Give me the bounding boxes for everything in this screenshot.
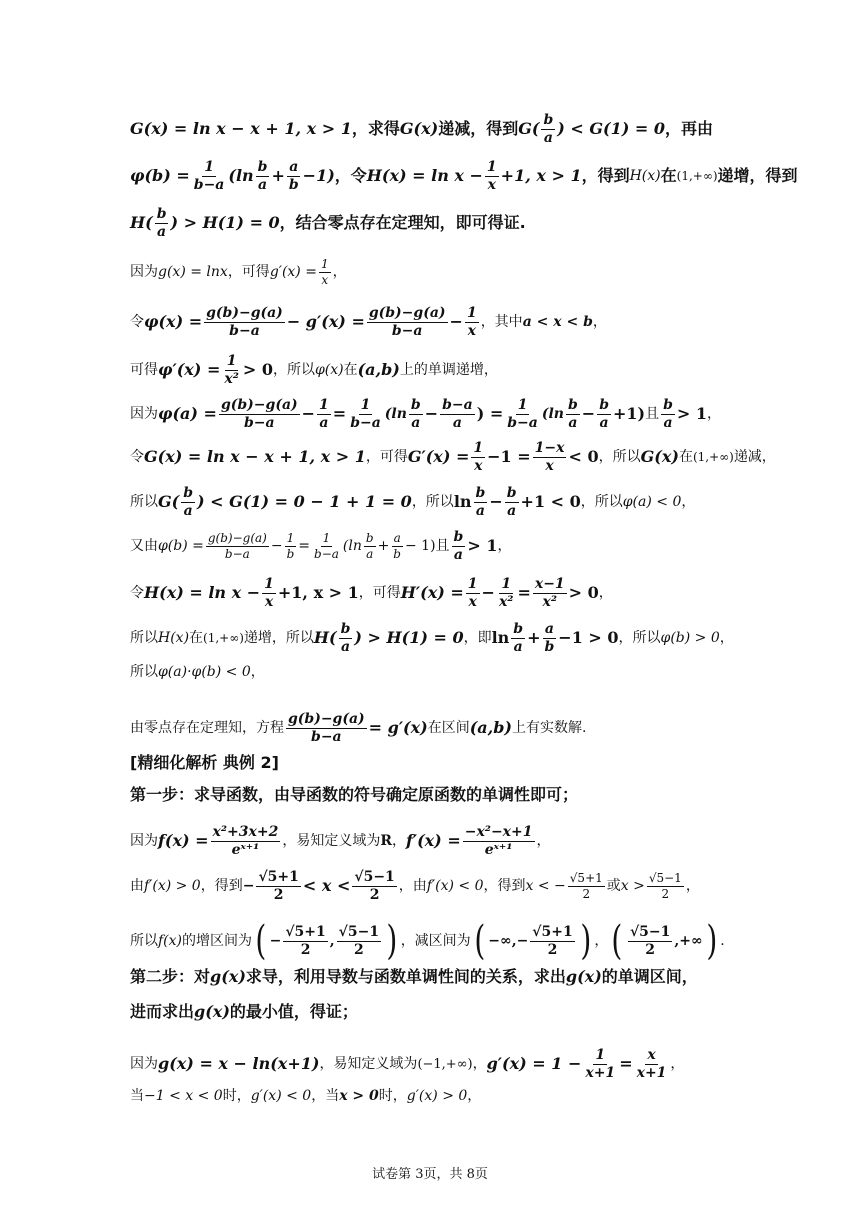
fraction: $\frac{b}{a}$ xyxy=(663,397,673,431)
text: 因为 xyxy=(130,833,158,850)
text: 递增，得到 xyxy=(717,166,798,186)
formula: g(x) xyxy=(194,1002,230,1021)
solution-line-9: 所以 H(x) 在 (1,+∞) 递增，所以 H( $\frac{b}{a}$ ) > H(1) = 0 ，即 ln $\frac{b}{a}$ + $\frac{a}{b}$ −1 > 0 ，所以 φ(b) > 0 ， xyxy=(130,621,734,655)
summary-line-1 xyxy=(130,113,740,145)
fraction: $\frac{a}{b}$ xyxy=(288,159,299,193)
text: 令 xyxy=(130,314,144,331)
fraction: $\frac{b}{a}$ xyxy=(257,159,268,193)
formula: φ(b) > 0 xyxy=(660,630,720,647)
fraction: $\frac{b}{a}$ xyxy=(365,531,374,561)
formula: H(x) = ln x − xyxy=(144,583,261,603)
fraction: $\frac{√5-1}{2}$ xyxy=(629,923,671,958)
fraction: $\frac{a}{b}$ xyxy=(544,621,555,655)
text: ， xyxy=(670,1056,685,1073)
fraction: $\frac{a}{b}$ xyxy=(393,531,401,561)
formula: > 0 xyxy=(242,360,273,380)
text: 且 xyxy=(645,406,660,423)
text: ，其中 xyxy=(480,314,523,331)
text: ， xyxy=(472,1056,487,1073)
formula: +1) xyxy=(612,404,646,424)
text: ，易知定义域为 xyxy=(282,833,381,850)
text: ，结合零点存在定理知，即可得证. xyxy=(279,213,526,233)
fraction: $\frac{g(b)-g(a)}{b-a}$ xyxy=(206,305,283,339)
text: 的最小值，得证； xyxy=(229,1002,358,1021)
fraction: $\frac{g(b)-g(a)}{b-a}$ xyxy=(207,531,267,561)
fraction: $\frac{√5-1}{2}$ xyxy=(354,869,395,903)
text: 的单调区间， xyxy=(601,967,698,986)
fraction: $\frac{b-a}{a}$ xyxy=(442,397,473,431)
formula: f(x) xyxy=(158,933,183,949)
formula: H(x) xyxy=(629,168,661,185)
fraction: $\frac{x-1}{\text{x²}}$ xyxy=(534,576,565,610)
text: ， xyxy=(598,585,613,602)
fraction: $\frac{b}{a}$ xyxy=(183,485,194,519)
fraction: $\frac{b}{a}$ xyxy=(156,206,167,240)
page-footer: 试卷第 3页，共 8页 xyxy=(372,1167,488,1182)
fraction: $\frac{x}{x+1}$ xyxy=(636,1047,667,1081)
solution-line-5 xyxy=(130,440,776,474)
formula: H′(x) = xyxy=(400,583,464,603)
formula: (ln xyxy=(384,406,407,423)
formula: G(x) = ln x − x + 1, x > 1 xyxy=(144,447,366,467)
formula-G: G(x) xyxy=(399,119,439,139)
formula: G(x) xyxy=(640,447,679,467)
step-1-heading xyxy=(130,787,740,803)
formula: (ln xyxy=(541,406,564,423)
text: ，所以 xyxy=(598,449,641,466)
formula: f′(x) = xyxy=(405,831,461,851)
text: 在 xyxy=(189,630,204,647)
formula: −1 = xyxy=(487,447,531,467)
text: 在 xyxy=(343,362,358,379)
formula: f′(x) < 0 xyxy=(426,878,484,895)
text: 当 xyxy=(130,1088,144,1104)
formula: g(x) xyxy=(210,967,246,986)
formula: −1) xyxy=(302,166,335,186)
text: . xyxy=(720,933,725,949)
fraction: $\frac{b}{a}$ xyxy=(506,485,517,519)
step-title: 第一步：求导函数，由导函数的符号确定原函数的单调性即可； xyxy=(130,785,579,804)
formula: f(x) = xyxy=(158,831,209,851)
text: 且 xyxy=(435,538,450,555)
text: ， xyxy=(719,630,734,647)
formula: (ln xyxy=(342,538,362,555)
formula: H(x) xyxy=(158,630,190,647)
formula: g′(x) < 0 xyxy=(250,1088,312,1104)
formula: (a,b) xyxy=(357,360,400,380)
interval: (1,+∞) xyxy=(676,169,718,184)
fraction: $\frac{√5+1}{2}$ xyxy=(532,923,573,958)
text: ， xyxy=(250,664,265,680)
text: 因为 xyxy=(130,1056,158,1073)
fraction: $\frac{b}{a}$ xyxy=(453,529,464,563)
text: 又由 xyxy=(130,538,158,555)
formula: x > 0 xyxy=(339,1088,379,1104)
formula: +1 < 0 xyxy=(520,492,581,512)
text: ，所以 xyxy=(411,494,454,511)
text: ，得到 xyxy=(581,166,630,186)
text: ，令 xyxy=(334,166,367,186)
formula: φ(x) xyxy=(314,362,344,379)
interval: (1,+∞) xyxy=(692,450,734,465)
fraction: $\frac{1}{b-a}$ xyxy=(193,159,225,193)
fraction: $\frac{√5+1}{2}$ xyxy=(569,871,603,901)
solution-line-6: 所以 G( $\frac{b}{a}$ ) < G(1) = 0 − 1 + 1 = 0 ，所以 ln $\frac{b}{a}$ − $\frac{b}{a}$ +1 < 0 ，所以 φ(a) < 0 ， xyxy=(130,485,696,519)
fraction-b-over-a: $\frac{b}{a}$ xyxy=(543,112,554,146)
formula: − g′(x) = xyxy=(286,312,365,332)
formula: ln xyxy=(453,492,472,512)
text: 递减， xyxy=(733,449,776,466)
formula: g(x) xyxy=(565,967,602,986)
formula: = g′(x) xyxy=(368,718,428,738)
fraction: $\frac{g(b)-g(a)}{b-a}$ xyxy=(368,305,446,339)
fraction: $\frac{√5+1}{2}$ xyxy=(285,923,326,958)
formula: g′(x) > 0 xyxy=(406,1088,468,1104)
fraction: $\frac{1}{b}$ xyxy=(286,531,295,561)
text: ，由 xyxy=(398,878,427,895)
text: ， xyxy=(594,933,609,949)
fraction: $\frac{√5-1}{2}$ xyxy=(648,871,682,901)
formula: a < x < b xyxy=(522,314,593,331)
interval: (1,+∞) xyxy=(203,631,244,646)
text: ，再由 xyxy=(664,119,713,139)
text: 时， xyxy=(378,1088,407,1104)
text: 的增区间为 xyxy=(182,933,253,949)
formula: g(x) = lnx xyxy=(158,264,228,281)
formula: R xyxy=(380,833,392,850)
formula-phi: φ(x) = xyxy=(144,312,203,332)
solution-line-2: 令 φ(x) = $\frac{g(b)-g(a)}{b-a}$ − g′(x) = $\frac{g(b)-g(a)}{b-a}$ − $\frac{1}{x}$ ，其中 a < x < b ， xyxy=(130,305,607,339)
text: ，求得 xyxy=(351,119,400,139)
section-title: [精细化解析 典例 2] xyxy=(130,753,279,772)
fraction: $\frac{1}{\text{x²}}$ xyxy=(224,353,239,387)
formula: < x < xyxy=(302,876,351,896)
formula: ,+∞ xyxy=(674,933,703,949)
formula: G′(x) = xyxy=(407,447,470,467)
formula: > 1 xyxy=(467,536,498,556)
text: ，易知定义域为 xyxy=(319,1056,418,1073)
text: ， xyxy=(467,1088,482,1104)
formula: −1 < x < 0 xyxy=(144,1088,223,1104)
formula: φ(a)·φ(b) < 0 xyxy=(158,664,251,680)
formula-H: H(x) = ln x − xyxy=(366,166,483,186)
fraction: $\frac{1}{b-a}$ xyxy=(314,531,339,561)
solution-line-4: 因为 φ(a) = $\frac{g(b)-g(a)}{b-a}$ − $\frac{1}{a}$ = $\frac{1}{b-a}$ (ln $\frac{b}{a}$ − $\frac{b-a}{a}$ ) = $\frac{1}{b-a}$ (ln $\frac{b}{a}$ − $\frac{b}{a}$ +1) 且 $\frac{b}{a}$ > 1 ， xyxy=(130,397,721,431)
text: ，得到 xyxy=(200,878,243,895)
solution-line-7: 又由 φ(b) = $\frac{g(b)-g(a)}{b-a}$ − $\frac{1}{b}$ = $\frac{1}{b-a}$ (ln $\frac{b}{a}$ + $\frac{a}{b}$ − 1) 且 $\frac{b}{a}$ > 1 ， xyxy=(130,529,512,563)
text: 因为 xyxy=(130,264,158,281)
example-line-5 xyxy=(130,1089,740,1103)
formula: g(x) = x − ln(x+1) xyxy=(158,1054,320,1074)
fraction: $\frac{1}{x}$ xyxy=(473,440,484,474)
fraction: $\frac{b}{a}$ xyxy=(513,621,524,655)
formula: −1 > 0 xyxy=(558,628,619,648)
solution-line-11 xyxy=(130,712,740,744)
text: ，可得 xyxy=(227,264,270,281)
fraction: $\frac{1}{x}$ xyxy=(467,576,478,610)
formula-H-prefix: H( xyxy=(130,213,153,233)
formula: ) > H(1) = 0 xyxy=(354,628,464,648)
fraction: $\frac{b}{a}$ xyxy=(475,485,486,519)
formula: H( xyxy=(313,628,337,648)
text: ，所以 xyxy=(272,362,315,379)
formula: g′(x) = xyxy=(269,264,317,281)
formula: (ln xyxy=(228,166,254,186)
formula: x < − xyxy=(525,878,566,895)
solution-line-10 xyxy=(130,665,740,679)
step-2-heading-2 xyxy=(130,1004,740,1020)
formula: φ(a) < 0 xyxy=(622,494,682,511)
text: 递增，所以 xyxy=(243,630,314,647)
formula: φ′(x) = xyxy=(158,360,221,380)
step-2-heading-1 xyxy=(130,969,740,985)
text: 可得 xyxy=(130,362,158,379)
fraction: $\frac{b}{a}$ xyxy=(410,397,421,431)
text: ， xyxy=(685,878,700,895)
text: ， xyxy=(681,494,696,511)
example-line-3: 所以 f(x) 的增区间为 ( − $\frac{√5+1}{2}$ , $\frac{√5-1}{2}$ ) ，减区间为 ( −∞,− $\frac{√5+1}{2}$ ) ， ( $\frac{√5-1}{2}$ ,+∞ ) . xyxy=(130,918,725,964)
text: 所以 xyxy=(130,630,158,647)
text: 递减，得到 xyxy=(438,119,519,139)
text: ， xyxy=(332,264,347,281)
text: 因为 xyxy=(130,406,158,423)
text: 所以 xyxy=(130,494,158,511)
text: ，当 xyxy=(311,1088,340,1104)
text: 上的单调递增， xyxy=(399,362,498,379)
text: 令 xyxy=(130,449,144,466)
formula: x > xyxy=(620,878,645,895)
text: ， xyxy=(497,538,512,555)
fraction: $\frac{√5-1}{2}$ xyxy=(338,923,380,958)
text: ，减区间为 xyxy=(400,933,471,949)
formula: > 0 xyxy=(568,583,599,603)
formula: φ(a) = xyxy=(158,404,217,424)
step-title: 第二步：对 xyxy=(130,967,211,986)
formula: ) > H(1) = 0 xyxy=(170,213,280,233)
example-line-1 xyxy=(130,825,740,857)
text: 进而求出 xyxy=(130,1002,195,1021)
text: 在 xyxy=(678,449,693,466)
fraction: $\frac{1}{x+1}$ xyxy=(585,1047,616,1081)
formula: < 0 xyxy=(568,447,599,467)
formula: ) < G(1) = 0 − 1 + 1 = 0 xyxy=(197,492,412,512)
text: ， xyxy=(536,833,551,850)
text: ，所以 xyxy=(580,494,623,511)
fraction: $\frac{b}{a}$ xyxy=(567,397,578,431)
text: ，即 xyxy=(463,630,492,647)
text: ，得到 xyxy=(483,878,526,895)
solution-line-3 xyxy=(130,354,740,386)
fraction: $\frac{\text{−x²−x+1}}{\text{eˣ⁺¹}}$ xyxy=(464,824,533,858)
summary-line-3 xyxy=(130,207,740,239)
fraction: $\frac{1}{b-a}$ xyxy=(507,397,538,431)
fraction: $\frac{1}{a}$ xyxy=(319,397,329,431)
text: 所以 xyxy=(130,933,158,949)
formula: G( xyxy=(158,492,180,512)
text: ， xyxy=(592,314,607,331)
fraction: $\frac{g(b)-g(a)}{b-a}$ xyxy=(288,711,365,745)
solution-line-1 xyxy=(130,258,740,286)
text: 或 xyxy=(606,878,621,895)
formula: ) = xyxy=(476,404,504,424)
text: ，可得 xyxy=(358,585,401,602)
fraction: $\frac{1}{\text{x²}}$ xyxy=(498,576,514,610)
section-heading xyxy=(130,755,740,771)
text: 求导，利用导数与函数单调性间的关系，求出 xyxy=(245,967,566,986)
text: 令 xyxy=(130,585,144,602)
formula-G-prefix: G( xyxy=(518,119,540,139)
fraction: $\frac{\text{x²+3x+2}}{\text{eˣ⁺¹}}$ xyxy=(212,824,279,858)
fraction: $\frac{1}{x}$ xyxy=(486,159,497,193)
formula: ln xyxy=(491,628,510,648)
example-line-2: 由 f′(x) > 0 ，得到 − $\frac{√5+1}{2}$ < x < $\frac{√5-1}{2}$ ，由 f′(x) < 0 ，得到 x < − $\frac{√5+1}{2}$ 或 x > $\frac{√5-1}{2}$ ， xyxy=(130,869,700,903)
fraction: $\frac{√5+1}{2}$ xyxy=(258,869,299,903)
fraction: $\frac{b}{a}$ xyxy=(340,621,351,655)
fraction: $\frac{1}{x}$ xyxy=(466,305,477,339)
fraction: $\frac{b}{a}$ xyxy=(599,397,609,431)
text: 时， xyxy=(222,1088,251,1104)
summary-line-2: φ(b) = $\frac{1}{b-a}$ (ln $\frac{b}{a}$ + $\frac{a}{b}$ −1) ，令 H(x) = ln x − $\frac{1}{x}$ +1, x > 1 ，得到 H(x) 在 (1,+∞) 递增，得到 xyxy=(130,159,798,193)
text: 在 xyxy=(660,166,677,186)
fraction: $\frac{1}{x}$ xyxy=(264,576,274,610)
fraction: $\frac{1}{x}$ xyxy=(320,257,329,287)
text: ， xyxy=(391,833,406,850)
text: 上有实数解. xyxy=(512,720,587,737)
text: ，所以 xyxy=(618,630,661,647)
text: ，可得 xyxy=(365,449,408,466)
formula: +1, x > 1 xyxy=(500,166,582,186)
formula: > 1 xyxy=(676,404,707,424)
text: 由零点存在定理知，方程 xyxy=(130,720,284,737)
fraction: $\frac{1}{b-a}$ xyxy=(350,397,381,431)
text: 由 xyxy=(130,878,144,895)
interval: (−1,+∞) xyxy=(417,1056,473,1072)
formula-inequality: ) < G(1) = 0 xyxy=(557,119,665,139)
formula: +1, x > 1 xyxy=(277,583,359,603)
solution-line-8: 令 H(x) = ln x − $\frac{1}{x}$ +1, x > 1 ，可得 H′(x) = $\frac{1}{x}$ − $\frac{1}{\text{x²}}$ = $\frac{x-1}{\text{x²}}$ > 0 ， xyxy=(130,576,613,610)
text: 所以 xyxy=(130,664,158,680)
fraction: $\frac{g(b)-g(a)}{b-a}$ xyxy=(220,397,298,431)
formula: g′(x) = 1 − xyxy=(486,1054,582,1074)
formula-G: G(x) = ln x − x + 1, x > 1 xyxy=(130,119,352,139)
formula: φ(b) = xyxy=(158,538,204,555)
fraction: $\frac{1-x}{x}$ xyxy=(534,440,565,474)
formula: − 1) xyxy=(404,538,436,555)
formula-phi-b: φ(b) = xyxy=(130,166,190,186)
text: ， xyxy=(707,406,721,423)
example-line-4: 因为 g(x) = x − ln(x+1) ，易知定义域为 (−1,+∞) ， g′(x) = 1 − $\frac{1}{x+1}$ = $\frac{x}{x+1}$ ， xyxy=(130,1047,685,1081)
formula: (a,b) xyxy=(469,718,512,738)
formula: −∞,− xyxy=(488,933,529,949)
text: 在区间 xyxy=(427,720,470,737)
formula: f′(x) > 0 xyxy=(144,878,201,895)
